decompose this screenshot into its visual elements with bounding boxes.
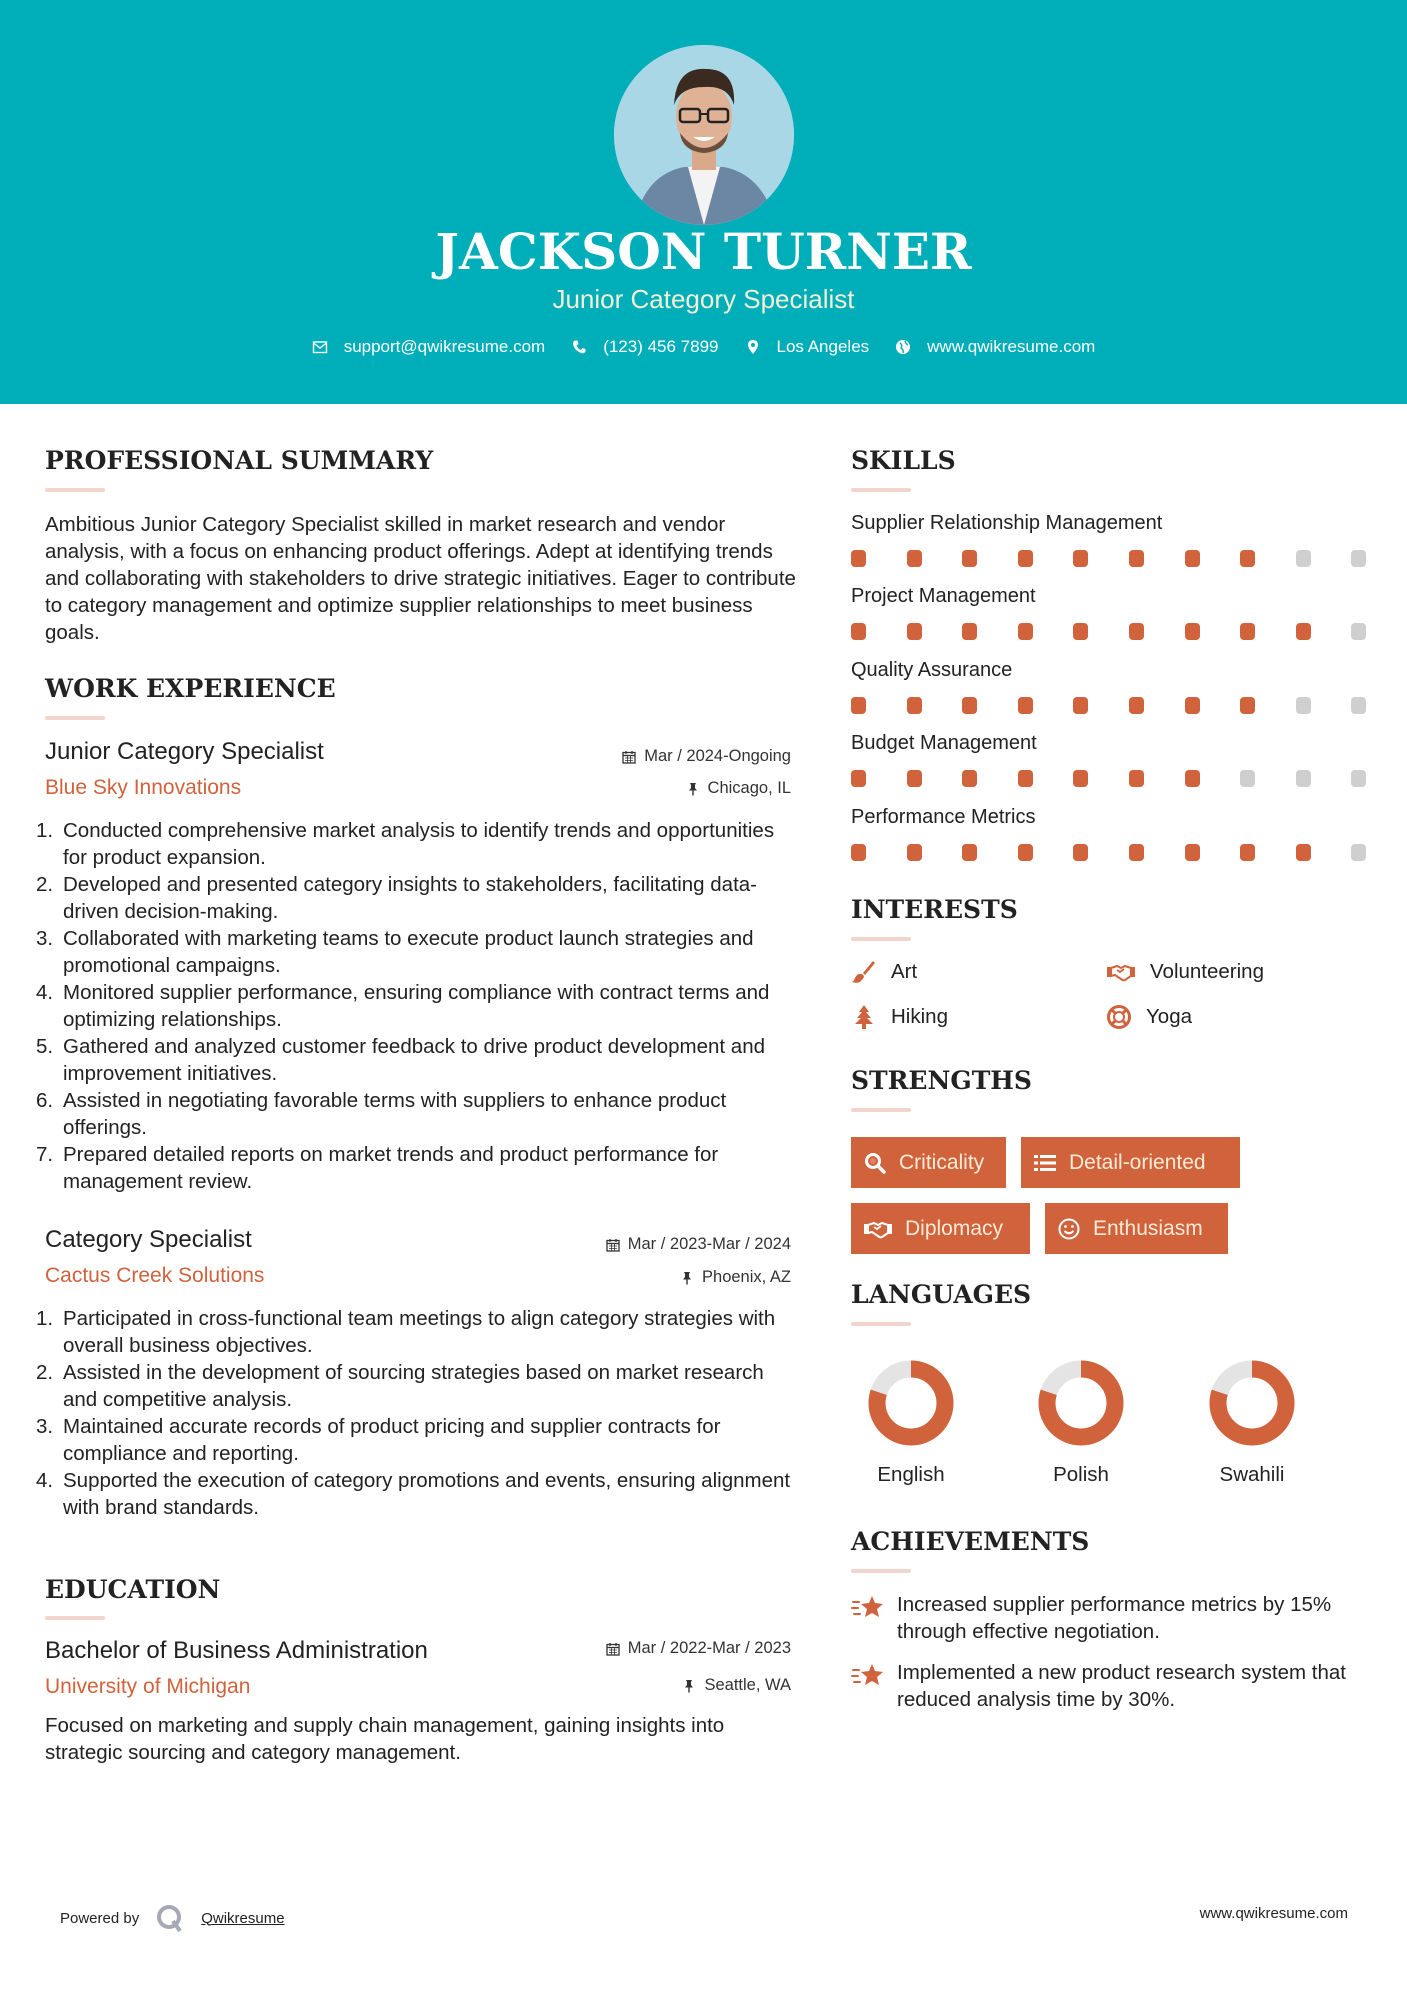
skill-dot: [1129, 623, 1144, 640]
footer-website[interactable]: www.qwikresume.com: [1199, 1905, 1348, 1922]
duty-item: 3. Collaborated with marketing teams to execute product launch strategies and promotional campaigns.: [36, 927, 754, 977]
strength-chip: [1045, 1203, 1228, 1254]
skill-rating: [851, 623, 1371, 640]
contact-location: [745, 337, 870, 357]
strengths-heading: STRENGTHS: [851, 1066, 1032, 1095]
footer-powered-by: [60, 1903, 285, 1933]
education-heading: EDUCATION: [45, 1575, 221, 1604]
skill-dot: [1129, 697, 1144, 714]
skill-dot: [1073, 844, 1088, 861]
skills-heading: SKILLS: [851, 446, 956, 475]
skill-dot: [962, 770, 977, 787]
skill-dot: [1073, 550, 1088, 567]
summary-text: Ambitious Junior Category Specialist skilled in market research and vendor analysis, with a focus on enhancing product offerings. Adept at identifying trends and collaborating with stakeholders to drive strategic initiatives. Eager to contribute to category management and optimize supplier relationships to meet business goals.: [45, 513, 796, 644]
skill-rating: [851, 844, 1371, 861]
duty-item: 3. Maintained accurate records of product pricing and supplier contracts for compliance and reporting.: [36, 1415, 721, 1465]
skill-dot: [1240, 770, 1255, 787]
skill-name: Performance Metrics: [851, 806, 1036, 828]
experience-divider: [45, 716, 105, 720]
language-donut-chart: [1209, 1360, 1295, 1446]
skill-dot: [1296, 844, 1311, 861]
company-name: Blue Sky Innovations: [45, 776, 242, 799]
contact-email-text: support@qwikresume.com: [343, 337, 546, 356]
skill-dot: [1351, 697, 1366, 714]
skill-rating: [851, 770, 1371, 787]
skill-dot: [1351, 770, 1366, 787]
languages-divider: [851, 1322, 911, 1326]
contact-website[interactable]: [895, 337, 1095, 357]
person-portrait-icon: [614, 45, 794, 225]
skill-dot: [851, 550, 866, 567]
skill-dot: [1129, 770, 1144, 787]
language-label: Swahili: [1219, 1463, 1285, 1486]
education-description: Focused on marketing and supply chain management, gaining insights into strategic sourcing and category management.: [45, 1714, 725, 1764]
pushpin-icon: [686, 782, 700, 796]
calendar-icon: [606, 1642, 620, 1656]
interest-label: Volunteering: [1150, 960, 1264, 983]
duty-item: 1. Conducted comprehensive market analysis to identify trends and opportunities for product expansion.: [36, 819, 775, 869]
achievements-divider: [851, 1569, 911, 1573]
skill-dot: [1296, 623, 1311, 640]
interest-label: Hiking: [891, 1005, 948, 1028]
skill-dot: [1129, 844, 1144, 861]
education-location: [682, 1676, 791, 1695]
skill-dot: [962, 697, 977, 714]
language-item: [851, 1360, 971, 1487]
interests-heading: INTERESTS: [851, 895, 1018, 924]
interest-label: Art: [891, 960, 918, 983]
job-dates-text: Mar / 2023-Mar / 2024: [627, 1235, 791, 1253]
handshake-icon: [863, 1217, 893, 1241]
contact-email[interactable]: [312, 337, 546, 357]
job-dates-text: Mar / 2024-Ongoing: [644, 747, 791, 765]
school-name: University of Michigan: [45, 1675, 251, 1698]
job-dates: [622, 747, 791, 766]
skill-dot: [1185, 623, 1200, 640]
education-dates: [606, 1639, 791, 1658]
experience-heading: WORK EXPERIENCE: [45, 674, 336, 703]
lifebuoy-icon: [1106, 1004, 1132, 1030]
achievements-heading: ACHIEVEMENTS: [851, 1527, 1090, 1556]
contact-phone[interactable]: [571, 337, 718, 357]
skill-dot: [1240, 697, 1255, 714]
language-item: [1192, 1360, 1312, 1487]
skill-dot: [1073, 770, 1088, 787]
skill-dot: [1351, 550, 1366, 567]
contact-location-text: Los Angeles: [776, 337, 870, 356]
achievement-item: [851, 1659, 1371, 1713]
qwikresume-link[interactable]: Qwikresume: [201, 1909, 285, 1927]
skill-dot: [1185, 770, 1200, 787]
skill-dot: [907, 697, 922, 714]
duty-item: 5. Gathered and analyzed customer feedback to drive product development and improvement initiatives.: [36, 1035, 765, 1085]
candidate-title: Junior Category Specialist: [552, 284, 855, 314]
tree-icon: [851, 1004, 877, 1030]
envelope-icon: [312, 339, 328, 355]
candidate-name: JACKSON TURNER: [435, 222, 972, 281]
skill-dot: [907, 844, 922, 861]
powered-by-label: Powered by: [60, 1909, 140, 1927]
list-icon: [1033, 1151, 1057, 1175]
education-divider: [45, 1616, 105, 1620]
profile-photo: [614, 45, 794, 225]
language-label: Polish: [1053, 1463, 1109, 1486]
job-title: Junior Category Specialist: [45, 738, 324, 765]
skill-dot: [1073, 623, 1088, 640]
degree-title: Bachelor of Business Administration: [45, 1637, 428, 1664]
skill-dot: [907, 623, 922, 640]
duty-item: 1. Participated in cross-functional team meetings to align category strategies with overall business objectives.: [36, 1307, 776, 1357]
achievement-item: [851, 1591, 1371, 1645]
resume-header: [0, 0, 1407, 404]
duty-item: 2. Assisted in the development of sourcing strategies based on market research and competitive analysis.: [36, 1361, 764, 1411]
strength-chip: [1021, 1137, 1240, 1188]
skill-dot: [851, 844, 866, 861]
skill-dot: [1073, 697, 1088, 714]
duty-item: 4. Monitored supplier performance, ensuring compliance with contract terms and optimizing relationships.: [36, 981, 770, 1031]
skill-dot: [1185, 697, 1200, 714]
education-dates-text: Mar / 2022-Mar / 2023: [627, 1639, 791, 1657]
summary-heading: PROFESSIONAL SUMMARY: [45, 446, 434, 475]
contact-bar: [0, 337, 1407, 357]
skill-name: Project Management: [851, 585, 1036, 607]
skill-dot: [907, 550, 922, 567]
strength-label: Criticality: [899, 1150, 985, 1174]
strengths-divider: [851, 1108, 911, 1112]
language-item: [1021, 1360, 1141, 1487]
strength-chip: [851, 1137, 1006, 1188]
skill-dot: [1296, 770, 1311, 787]
skill-dot: [962, 550, 977, 567]
achievement-text: Implemented a new product research system that reduced analysis time by 30%.: [897, 1661, 1346, 1711]
skill-dot: [1018, 844, 1033, 861]
skill-name: Quality Assurance: [851, 659, 1013, 681]
job-duties-list: [36, 817, 796, 1195]
interest-label: Yoga: [1146, 1005, 1192, 1028]
skill-dot: [1185, 844, 1200, 861]
skill-dot: [1018, 623, 1033, 640]
skill-dot: [907, 770, 922, 787]
language-label: English: [877, 1463, 945, 1486]
job-location-text: Phoenix, AZ: [702, 1268, 791, 1286]
strength-label: Enthusiasm: [1093, 1216, 1203, 1240]
globe-icon: [895, 339, 911, 355]
qwikresume-logo-icon: [155, 1903, 185, 1933]
summary-divider: [45, 488, 105, 492]
job-title: Category Specialist: [45, 1226, 252, 1253]
skill-dot: [851, 770, 866, 787]
company-name: Cactus Creek Solutions: [45, 1264, 265, 1287]
job-location-text: Chicago, IL: [707, 779, 791, 797]
interest-yoga: [1106, 1004, 1192, 1030]
interest-volunteering: [1106, 959, 1264, 985]
language-donut-chart: [1038, 1360, 1124, 1446]
language-donut-chart: [868, 1360, 954, 1446]
calendar-icon: [606, 1238, 620, 1252]
duty-item: 6. Assisted in negotiating favorable terms with suppliers to enhance product offerings.: [36, 1089, 727, 1139]
calendar-icon: [622, 750, 636, 764]
skill-dot: [1296, 697, 1311, 714]
strength-chip: [851, 1203, 1030, 1254]
skill-dot: [1240, 550, 1255, 567]
contact-phone-text: (123) 456 7899: [603, 337, 719, 356]
skill-dot: [962, 844, 977, 861]
search-icon: [863, 1151, 887, 1175]
skill-rating: [851, 550, 1371, 567]
duty-item: 2. Developed and presented category insights to stakeholders, facilitating data-driven decision-making.: [36, 873, 758, 923]
strength-label: Diplomacy: [905, 1216, 1004, 1240]
languages-heading: LANGUAGES: [851, 1280, 1032, 1309]
skill-dot: [962, 623, 977, 640]
skill-dot: [1018, 697, 1033, 714]
skill-dot: [851, 623, 866, 640]
pushpin-icon: [682, 1679, 696, 1693]
job-duties-list: [36, 1305, 796, 1521]
skill-dot: [1240, 623, 1255, 640]
skill-dot: [1129, 550, 1144, 567]
interests-divider: [851, 937, 911, 941]
handshake-icon: [1106, 959, 1136, 985]
paintbrush-icon: [851, 959, 877, 985]
job-location: [686, 779, 791, 798]
skill-name: Budget Management: [851, 732, 1037, 754]
shooting-star-icon: [851, 1593, 885, 1623]
interest-hiking: [851, 1004, 948, 1030]
skill-dot: [1240, 844, 1255, 861]
skill-rating: [851, 697, 1371, 714]
map-pin-icon: [745, 339, 761, 355]
education-location-text: Seattle, WA: [704, 1676, 791, 1694]
contact-website-text: www.qwikresume.com: [927, 337, 1096, 356]
job-dates: [606, 1235, 791, 1254]
skill-dot: [1018, 550, 1033, 567]
skill-dot: [1351, 623, 1366, 640]
skills-divider: [851, 488, 911, 492]
skill-dot: [851, 697, 866, 714]
smiley-icon: [1057, 1217, 1081, 1241]
phone-icon: [571, 339, 587, 355]
pushpin-icon: [680, 1271, 694, 1285]
skill-name: Supplier Relationship Management: [851, 512, 1163, 534]
achievement-text: Increased supplier performance metrics by 15% through effective negotiation.: [897, 1593, 1332, 1643]
interest-art: [851, 959, 917, 985]
skill-dot: [1351, 844, 1366, 861]
skill-dot: [1018, 770, 1033, 787]
duty-item: 7. Prepared detailed reports on market trends and product performance for management review.: [36, 1143, 719, 1193]
duty-item: 4. Supported the execution of category promotions and events, ensuring alignment with brand standards.: [36, 1469, 791, 1519]
skill-dot: [1185, 550, 1200, 567]
shooting-star-icon: [851, 1661, 885, 1691]
job-location: [680, 1268, 791, 1287]
skill-dot: [1296, 550, 1311, 567]
strength-label: Detail-oriented: [1069, 1150, 1206, 1174]
